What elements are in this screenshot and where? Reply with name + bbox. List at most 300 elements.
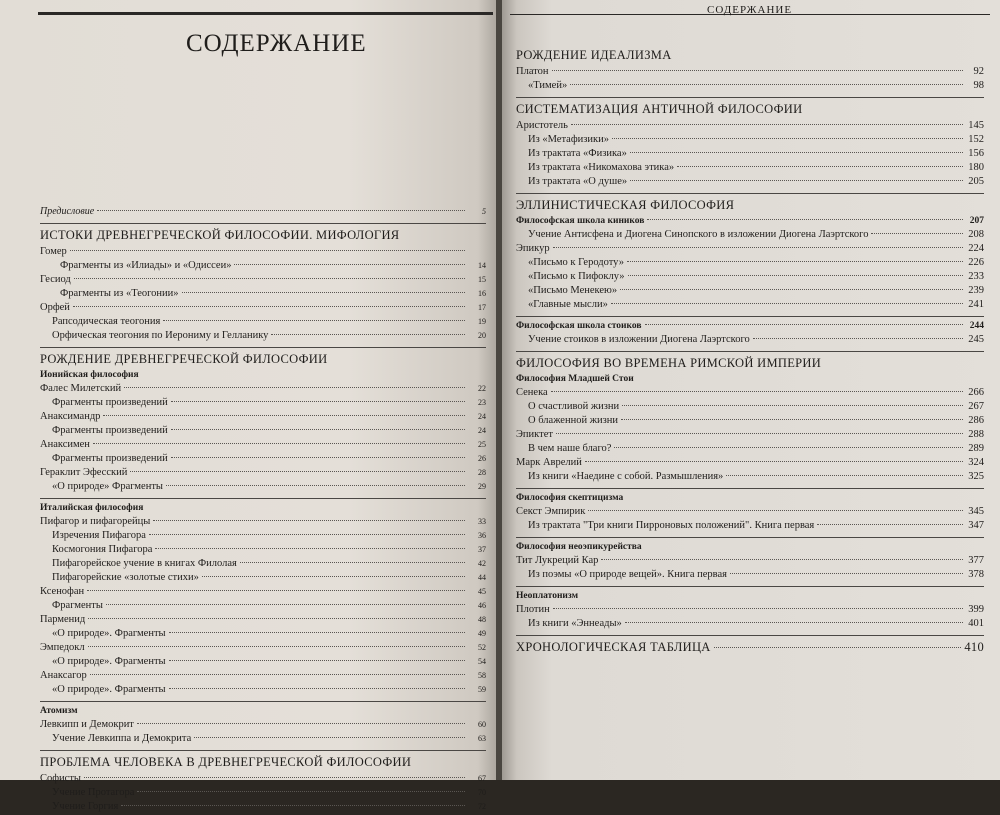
dot-leader [171,401,465,402]
dot-leader [271,334,465,335]
right-page [502,0,1000,780]
toc-entry-title: ХРОНОЛОГИЧЕСКАЯ ТАБЛИЦА [516,640,711,654]
page-number: 92 [973,66,984,77]
toc-entry [40,439,486,453]
toc-entry-title: Учение Протагора [52,787,135,798]
toc-entry-title: Анаксимен [40,439,90,450]
toc-right [516,44,984,658]
toc-entry-title: Парменид [40,614,86,625]
toc-entry-title: Учение стоиков в изложении Диогена Лаэртского [528,334,750,345]
toc-entry [40,274,486,288]
toc-section-heading [516,102,984,120]
page-number: 67 [478,774,486,783]
toc-entry [40,773,486,787]
toc-entry [516,401,984,415]
page-number: 25 [478,440,486,449]
page-number: 46 [478,601,486,610]
page-number: 59 [478,685,486,694]
page-number: 17 [478,303,486,312]
toc-subsection [516,591,984,604]
page-number: 58 [478,671,486,680]
running-head: СОДЕРЖАНИЕ [707,4,793,16]
toc-entry [40,733,486,747]
toc-entry [40,586,486,600]
page-number: 156 [968,148,984,159]
toc-entry [40,330,486,344]
toc-entry-title: Эмпедокл [40,642,85,653]
toc-preface [40,206,486,220]
section-divider [516,316,984,317]
toc-entry [40,719,486,733]
page-number: 180 [968,162,984,173]
toc-entry [516,457,984,471]
toc-section-heading [516,356,984,374]
dot-leader [552,70,963,71]
toc-entry [516,506,984,520]
dot-leader [234,264,465,265]
toc-entry [40,684,486,698]
toc-entry-title: «Главные мысли» [528,299,608,310]
toc-entry-title: Марк Аврелий [516,457,582,468]
page-number: 60 [478,720,486,729]
toc-entry [516,243,984,257]
dot-leader [601,559,963,560]
toc-entry [40,260,486,274]
page-number: 224 [968,243,984,254]
toc-entry-title: СИСТЕМАТИЗАЦИЯ АНТИЧНОЙ ФИЛОСОФИИ [516,102,803,116]
toc-entry [40,288,486,302]
toc-entry-title: Из трактата "Три книги Пирроновых положений". Книга первая [528,520,815,531]
page-number: 208 [968,229,984,240]
section-divider [40,701,486,702]
page-number: 377 [968,555,984,566]
toc-entry-title: Предисловие [40,206,95,217]
toc-entry-title: «Письмо Менекею» [528,285,618,296]
toc-entry-title: Философия Младшей Стои [516,374,634,384]
toc-entry-title: Философия неоэпикурейства [516,542,642,552]
toc-entry [40,614,486,628]
dot-leader [194,737,465,738]
toc-entry [40,481,486,495]
toc-entry-title: Из книги «Эннеады» [528,618,622,629]
dot-leader [169,632,465,633]
toc-entry-title: Анаксагор [40,670,87,681]
toc-entry-title: Тит Лукреций Кар [516,555,599,566]
toc-entry [516,520,984,534]
toc-entry-title: Анаксимандр [40,411,101,422]
page-number: 19 [478,317,486,326]
toc-entry-title: Рапсодическая теогония [52,316,161,327]
toc-section-heading [516,198,984,216]
toc-entry [40,383,486,397]
dot-leader [169,660,465,661]
toc-entry-title: Фрагменты произведений [52,397,168,408]
toc-subsection [40,503,486,516]
dot-leader [630,152,963,153]
toc-entry [516,271,984,285]
toc-entry [40,302,486,316]
toc-entry-title: Фалес Милетский [40,383,122,394]
page-number: 245 [968,334,984,345]
toc-entry [516,229,984,243]
toc-entry [40,246,486,260]
toc-entry-title: Из трактата «Никомахова этика» [528,162,675,173]
toc-entry [40,467,486,481]
toc-entry [40,411,486,425]
toc-entry-title: Учение Левкиппа и Демокрита [52,733,192,744]
dot-leader [137,791,465,792]
dot-leader [87,590,465,591]
toc-entry-title: Из поэмы «О природе вещей». Книга первая [528,569,727,580]
toc-entry-title: «О природе». Фрагменты [52,656,166,667]
dot-leader [90,674,465,675]
toc-entry-title: Аристотель [516,120,568,131]
toc-entry-title: «Письмо к Геродоту» [528,257,624,268]
toc-entry-title: Пифагорейские «золотые стихи» [52,572,199,583]
dot-leader [621,419,963,420]
page-number: 20 [478,331,486,340]
dot-leader [137,723,465,724]
dot-leader [130,471,465,472]
toc-entry [516,66,984,80]
toc-entry-title: Италийская философия [40,503,144,513]
toc-subsection [516,374,984,387]
section-divider [516,586,984,587]
dot-leader [611,303,963,304]
toc-entry [40,544,486,558]
toc-entry [40,801,486,815]
toc-entry-title: О счастливой жизни [528,401,620,412]
page-number: 42 [478,559,486,568]
toc-entry [40,572,486,586]
dot-leader [714,647,962,648]
toc-entry-title: ЭЛЛИНИСТИЧЕСКАЯ ФИЛОСОФИЯ [516,198,735,212]
page-number: 205 [968,176,984,187]
toc-entry [516,387,984,401]
toc-entry-title: Плотин [516,604,550,615]
page-number: 49 [478,629,486,638]
toc-entry [516,555,984,569]
page-number: 45 [478,587,486,596]
page-number: 244 [969,321,984,331]
toc-entry [516,471,984,485]
dot-leader [153,520,465,521]
dot-leader [171,429,465,430]
toc-entry-title: Из трактата «Физика» [528,148,627,159]
toc-entry [516,176,984,190]
toc-entry [40,453,486,467]
toc-entry-title: Философия скептицизма [516,493,624,503]
section-divider [516,97,984,98]
toc-entry-title: Философская школа киников [516,216,645,226]
section-divider [40,223,486,224]
toc-entry-title: Из книги «Наедине с собой. Размышления» [528,471,724,482]
toc-entry [516,120,984,134]
page-number: 37 [478,545,486,554]
page-number: 399 [968,604,984,615]
toc-entry-title: Учение Горгия [52,801,119,812]
page-number: 28 [478,468,486,477]
toc-entry-title: Учение Антисфена и Диогена Синопского в изложении Диогена Лаэртского [528,229,869,240]
toc-entry-title: Платон [516,66,549,77]
page-number: 152 [968,134,984,145]
toc-entry-title: Из трактата «О душе» [528,176,628,187]
toc-entry [40,787,486,801]
page-number: 44 [478,573,486,582]
section-divider [40,498,486,499]
dot-leader [171,457,465,458]
dot-leader [74,278,465,279]
page-number: 54 [478,657,486,666]
dot-leader [73,306,465,307]
page-number: 22 [478,384,486,393]
toc-entry-title: Секст Эмпирик [516,506,586,517]
dot-leader [730,573,963,574]
toc-entry-title: ПРОБЛЕМА ЧЕЛОВЕКА В ДРЕВНЕГРЕЧЕСКОЙ ФИЛОСОФИИ [40,755,412,769]
dot-leader [163,320,465,321]
dot-leader [166,485,465,486]
toc-entry-title: Фрагменты из «Илиады» и «Одиссеи» [60,260,232,271]
toc-entry-title: Пифагорейское учение в книгах Филолая [52,558,237,569]
toc-entry-title: Эпиктет [516,429,553,440]
dot-leader [570,84,963,85]
dot-leader [124,387,465,388]
section-divider [40,750,486,751]
page-number: 72 [478,802,486,811]
toc-entry-title: РОЖДЕНИЕ ИДЕАЛИЗМА [516,48,672,62]
toc-entry-title: О блаженной жизни [528,415,618,426]
toc-entry-title: Неоплатонизм [516,591,579,601]
toc-entry [40,316,486,330]
dot-leader [571,124,963,125]
page-number: 233 [968,271,984,282]
toc-entry [516,415,984,429]
dot-leader [630,180,963,181]
dot-leader [121,805,465,806]
page-number: 289 [968,443,984,454]
section-divider [516,351,984,352]
page-number: 16 [478,289,486,298]
section-divider [516,635,984,636]
page-number: 226 [968,257,984,268]
dot-leader [155,548,465,549]
page-number: 15 [478,275,486,284]
page-number: 324 [968,457,984,468]
toc-entry [516,429,984,443]
dot-leader [614,447,963,448]
toc-section-heading [40,352,486,370]
toc-entry-title: Изречения Пифагора [52,530,146,541]
page-number: 26 [478,454,486,463]
toc-entry-title: Гомер [40,246,67,257]
dot-leader [677,166,963,167]
page-number: 70 [478,788,486,797]
toc-entry [516,569,984,583]
page-number: 36 [478,531,486,540]
toc-entry [40,656,486,670]
toc-entry [516,604,984,618]
page-number: 48 [478,615,486,624]
dot-leader [726,475,963,476]
toc-left [40,206,486,815]
dot-leader [817,524,963,525]
dot-leader [647,219,963,220]
section-divider [40,347,486,348]
dot-leader [556,433,963,434]
dot-leader [553,608,963,609]
toc-entry-title: В чем наше благо? [528,443,612,454]
toc-entry-title: Левкипп и Демокрит [40,719,134,730]
dot-leader [553,247,963,248]
toc-entry-title: Фрагменты [52,600,103,611]
page-number: 347 [968,520,984,531]
toc-entry-title: «О природе». Фрагменты [52,628,166,639]
dot-leader [622,405,963,406]
page-number: 345 [968,506,984,517]
page-number: 288 [968,429,984,440]
top-rule [38,12,493,15]
toc-entry-title: Фрагменты из «Теогонии» [60,288,179,299]
dot-leader [753,338,963,339]
toc-entry-title: Философская школа стоиков [516,321,642,331]
page-number: 98 [973,80,984,91]
section-divider [516,537,984,538]
toc-entry [516,134,984,148]
toc-entry-title: Фрагменты произведений [52,453,168,464]
toc-entry [516,148,984,162]
page-number: 52 [478,643,486,652]
dot-leader [106,604,465,605]
toc-entry [516,257,984,271]
page-number: 63 [478,734,486,743]
toc-entry-title: «Тимей» [528,80,568,91]
page-number: 286 [968,415,984,426]
toc-entry-title: Из «Метафизики» [528,134,610,145]
dot-leader [645,324,964,325]
toc-subsection [516,493,984,506]
toc-entry [40,642,486,656]
toc-entry-title: РОЖДЕНИЕ ДРЕВНЕГРЕЧЕСКОЙ ФИЛОСОФИИ [40,352,328,366]
dot-leader [627,261,963,262]
dot-leader [70,250,465,251]
toc-entry [40,425,486,439]
page-number: 24 [478,426,486,435]
dot-leader [182,292,465,293]
dot-leader [588,510,963,511]
toc-entry [40,558,486,572]
toc-entry [516,299,984,313]
page-number: 14 [478,261,486,270]
toc-entry [516,80,984,94]
page-number: 267 [968,401,984,412]
toc-entry-title: Ионийская философия [40,370,139,380]
section-divider [516,193,984,194]
toc-entry-title: «О природе» Фрагменты [52,481,163,492]
toc-entry [40,628,486,642]
dot-leader [625,622,963,623]
toc-entry-title: Софисты [40,773,81,784]
dot-leader [169,688,465,689]
section-divider [516,488,984,489]
toc-entry-title: Орфей [40,302,70,313]
page-number: 145 [968,120,984,131]
dot-leader [585,461,963,462]
dot-leader [871,233,963,234]
dot-leader [97,210,465,211]
toc-entry-title: Космогония Пифагора [52,544,153,555]
toc-entry [40,670,486,684]
toc-entry-title: Атомизм [40,706,78,716]
dot-leader [628,275,963,276]
toc-entry [516,162,984,176]
toc-entry-title: Ксенофан [40,586,85,597]
dot-leader [149,534,465,535]
page-number: 24 [478,412,486,421]
toc-entry [516,334,984,348]
toc-entry [516,443,984,457]
page-number: 5 [482,207,486,216]
toc-entry-title: Пифагор и пифагорейцы [40,516,151,527]
dot-leader [620,289,963,290]
toc-entry [40,530,486,544]
toc-entry [40,600,486,614]
page-number: 266 [968,387,984,398]
toc-subsection [40,370,486,383]
dot-leader [88,646,465,647]
toc-entry-title: ИСТОКИ ДРЕВНЕГРЕЧЕСКОЙ ФИЛОСОФИИ. МИФОЛОГИЯ [40,228,400,242]
toc-entry-title: «О природе». Фрагменты [52,684,166,695]
dot-leader [202,576,465,577]
toc-section-heading [40,755,486,773]
toc-entry-title: Эпикур [516,243,550,254]
page-title: СОДЕРЖАНИЕ [186,30,367,57]
toc-subsection [516,321,984,334]
dot-leader [88,618,465,619]
dot-leader [93,443,465,444]
toc-entry [516,285,984,299]
dot-leader [84,777,465,778]
toc-entry-title: ФИЛОСОФИЯ ВО ВРЕМЕНА РИМСКОЙ ИМПЕРИИ [516,356,822,370]
toc-entry-title: Сенека [516,387,548,398]
toc-entry-title: Гесиод [40,274,71,285]
toc-subsection [40,706,486,719]
toc-subsection [516,216,984,229]
toc-entry-title: Фрагменты произведений [52,425,168,436]
page-number: 241 [968,299,984,310]
toc-subsection [516,542,984,555]
toc-section-heading [40,228,486,246]
page-number: 207 [969,216,984,226]
toc-section-heading [516,48,984,66]
dot-leader [240,562,465,563]
dot-leader [103,415,465,416]
toc-entry [40,516,486,530]
page-number: 239 [968,285,984,296]
dot-leader [612,138,963,139]
toc-entry [40,397,486,411]
page-number: 401 [968,618,984,629]
page-number: 325 [968,471,984,482]
page-number: 23 [478,398,486,407]
toc-entry-title: «Письмо к Пифоклу» [528,271,625,282]
page-number: 33 [478,517,486,526]
toc-section-heading [516,640,984,658]
toc-entry-title: Орфическая теогония по Иерониму и Гелланику [52,330,269,341]
left-page [0,0,498,812]
page-number: 410 [964,640,984,654]
toc-entry-title: Гераклит Эфесский [40,467,128,478]
page-number: 378 [968,569,984,580]
